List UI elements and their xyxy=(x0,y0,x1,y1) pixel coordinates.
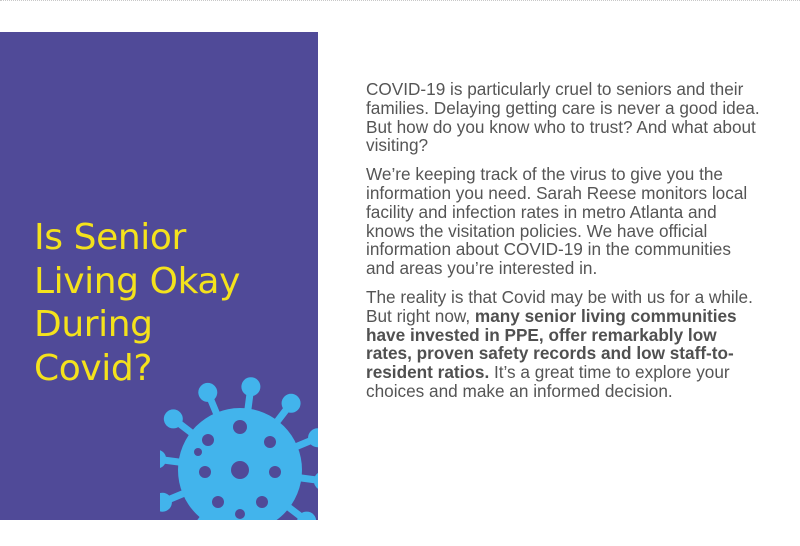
virus-spike-knob xyxy=(164,409,183,428)
hero-title-line-1: Is Senior xyxy=(34,217,186,258)
coronavirus-icon xyxy=(160,332,318,520)
article-paragraph-3 xyxy=(366,288,760,401)
virus-spike-knob xyxy=(314,471,318,490)
hero-panel xyxy=(0,32,318,520)
page-top-border xyxy=(0,0,800,2)
virus-spike-knob xyxy=(160,450,166,469)
hero-title-line-2: Living Okay xyxy=(34,260,240,302)
article-paragraph-1: COVID-19 is particularly cruel to seniors and their families. Delaying getting care is never a good idea. But how do you know who to trust? And what about visiting? xyxy=(366,79,760,156)
virus-spike-knob xyxy=(282,394,301,413)
article-paragraph-2: We’re keeping track of the virus to give you the information you need. Sarah Reese monitors local facility and infection rates in metro Atlanta and knows the visitation policies. We have official information about COVID-19 in the communities and areas you’re interested in. xyxy=(366,164,748,279)
paragraph-3-outro: It’s a great time to explore your choices and make an informed decision. xyxy=(366,362,730,401)
hero-title-line-4: Covid? xyxy=(34,347,153,389)
virus-spike-knob xyxy=(241,377,260,396)
paragraph-3-intro: The reality is that Covid may be with us for a while. But right now, xyxy=(366,286,753,326)
hero-title-line-3: During xyxy=(34,304,153,345)
article-body xyxy=(366,80,760,411)
paragraph-3-highlight: many senior living communities have invested in PPE, offer remarkably low rates, proven safety records and low staff-to-resident ratios. xyxy=(366,305,737,383)
virus-spike-knob xyxy=(198,383,217,402)
